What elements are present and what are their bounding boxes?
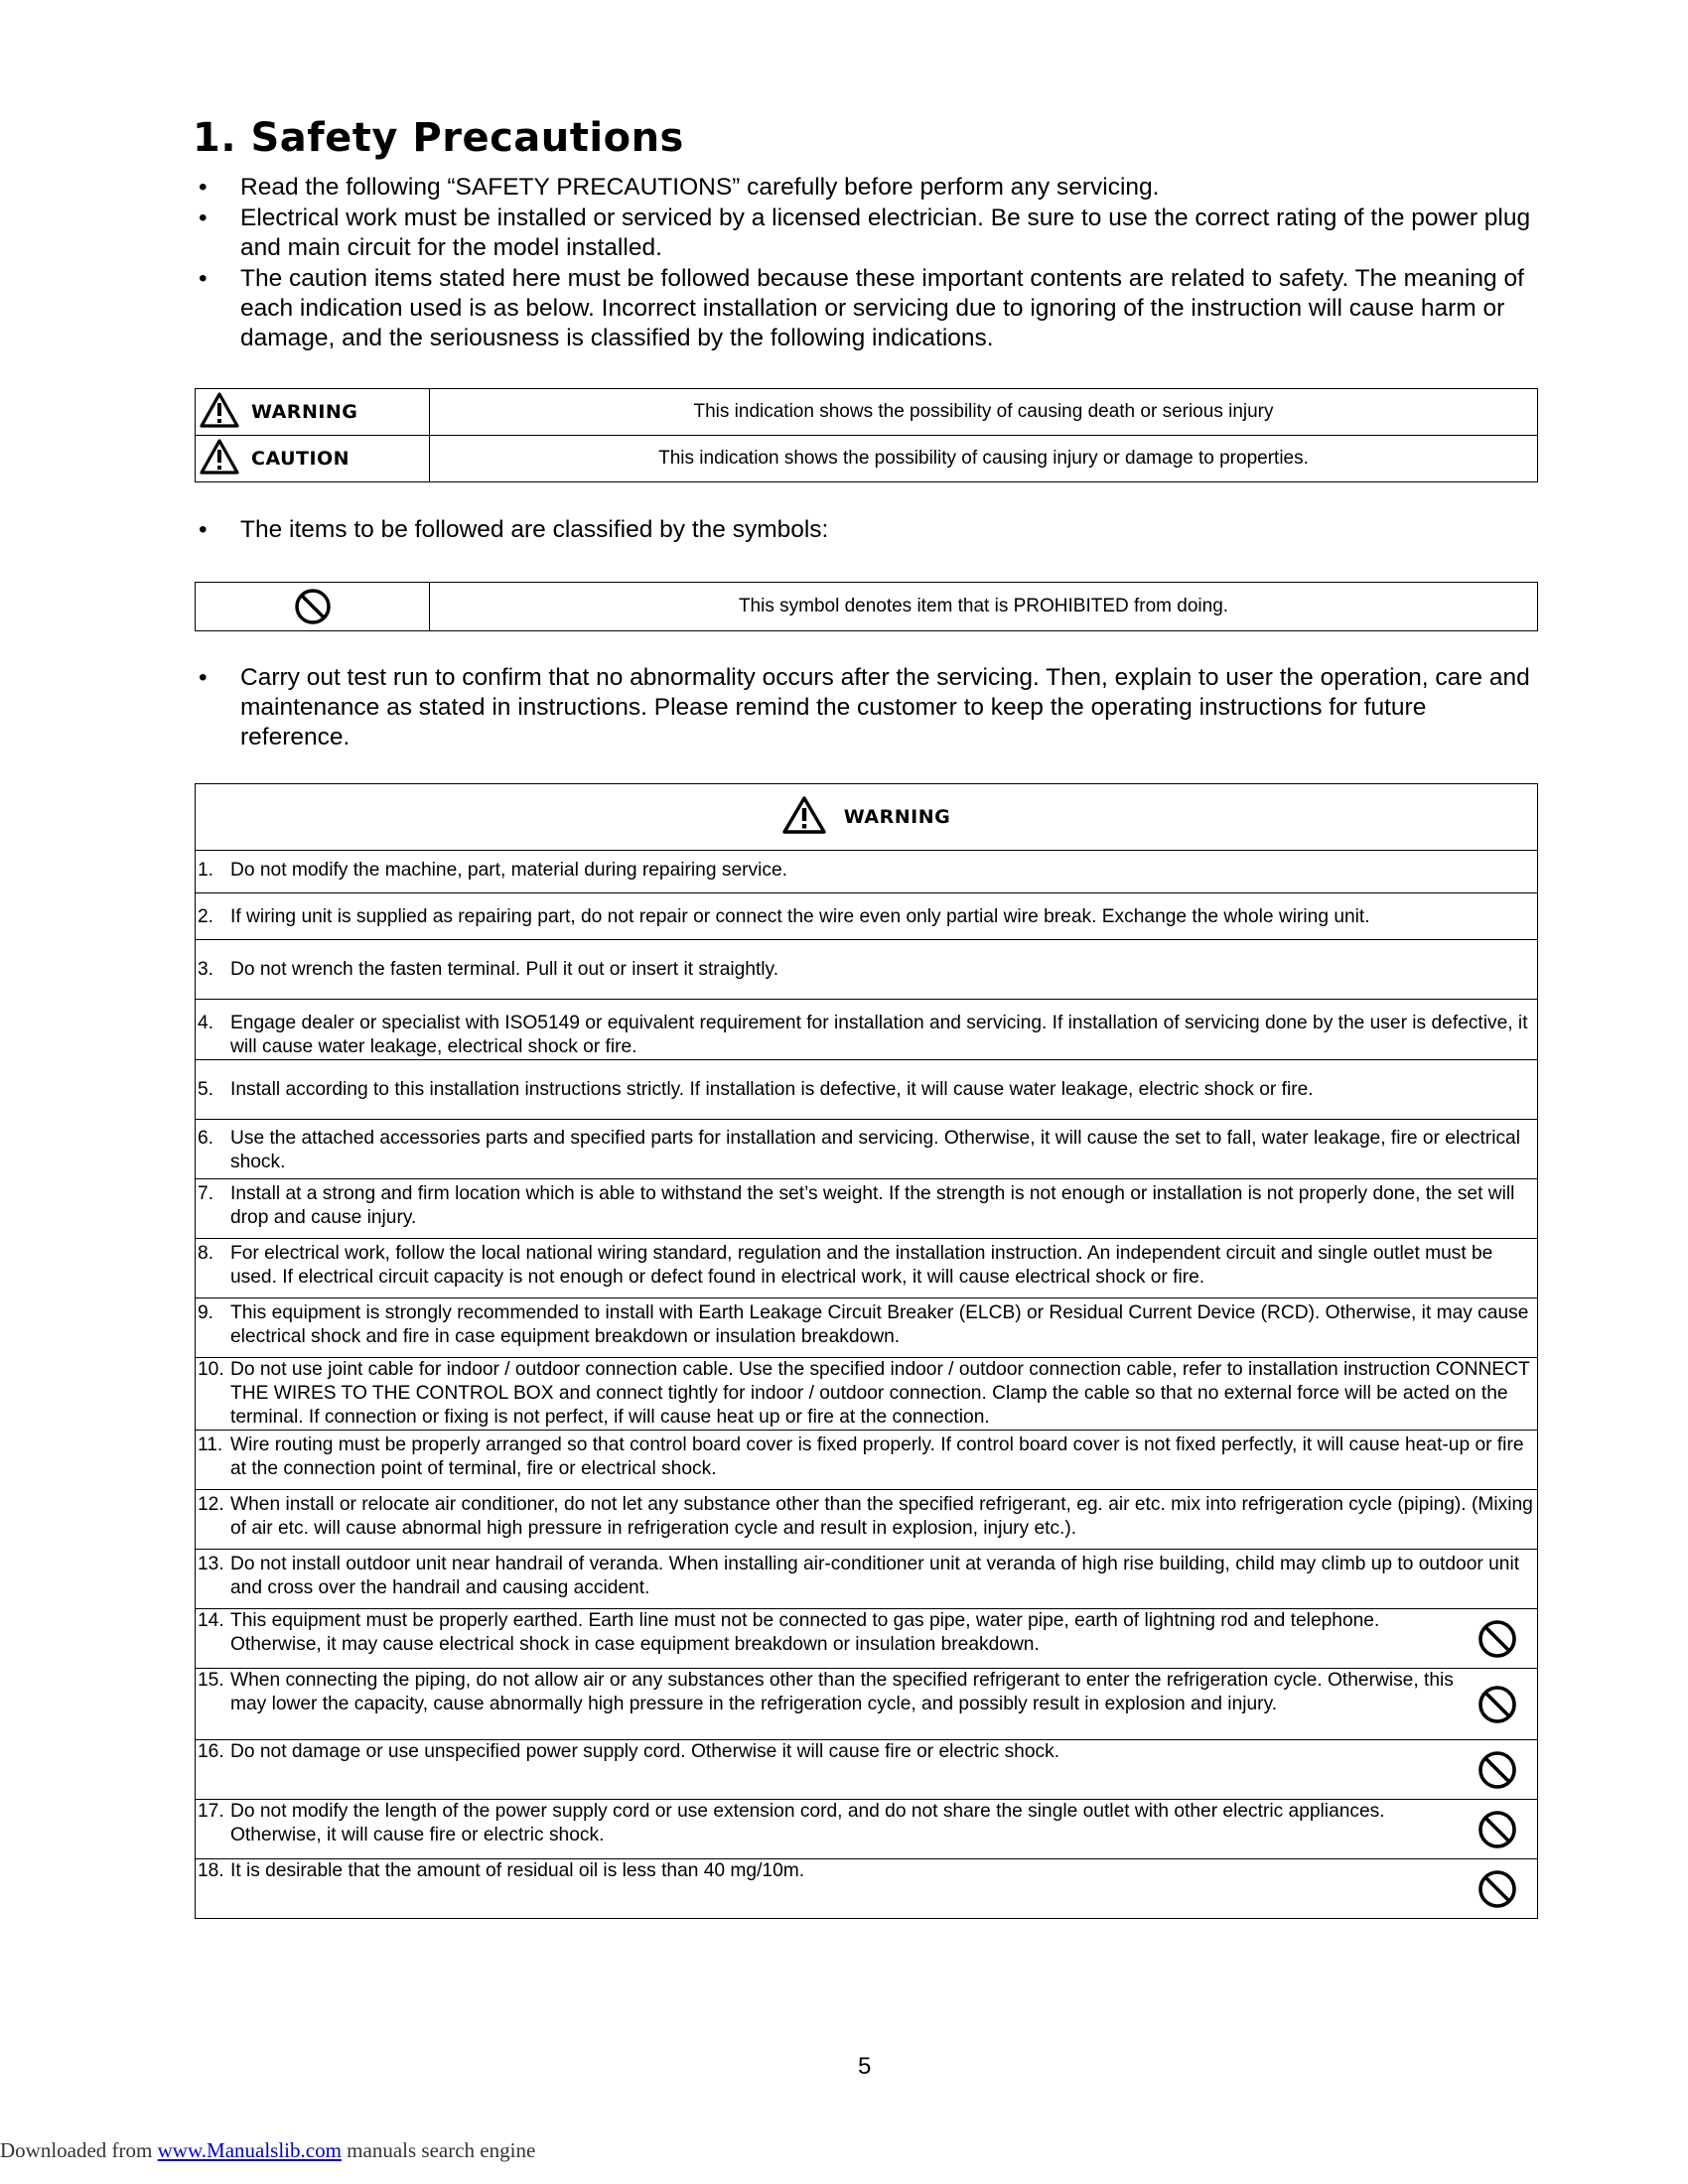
warning-item-row [196, 1490, 1538, 1550]
warning-triangle-icon [782, 796, 826, 839]
item-text: For electrical work, follow the local national wiring standard, regulation and the installation instruction. An independent circuit and single outlet must be used. If electrical circuit capacity is not enough or defect found in electrical work, it will cause electrical shock or fire. [230, 1243, 1493, 1288]
bullet-item: • Electrical work must be installed or serviced by a licensed electrician. Be sure to use the correct rating of the power plug and main circuit for the model installed. [193, 204, 1533, 263]
symbol-row [196, 583, 1538, 631]
warning-table [195, 783, 1538, 1919]
warning-item-row [196, 1800, 1538, 1859]
prohibited-icon [1477, 1685, 1517, 1731]
prohibited-icon [1477, 1619, 1517, 1666]
item-number: 8. [198, 1243, 214, 1264]
warning-item-row [196, 1550, 1538, 1609]
test-run-bullet-list [193, 663, 1533, 752]
item-text: Use the attached accessories parts and specified parts for installation and servicing. Otherwise, it will cause the set to fall, water leakage, fire or electrical shock. [230, 1128, 1520, 1172]
warning-item-row [196, 1669, 1538, 1740]
page-number: 5 [858, 2053, 872, 2080]
warning-item-row [196, 1609, 1538, 1669]
item-text: Do not wrench the fasten terminal. Pull it out or insert it straightly. [230, 959, 779, 980]
symbols-bullet-list [193, 515, 1533, 545]
item-number: 1. [198, 860, 214, 881]
item-text: Do not modify the length of the power supply cord or use extension cord, and do not share the single outlet with other electric appliances. Otherwise, it will cause fire or electric shock. [230, 1801, 1385, 1845]
item-text: Wire routing must be properly arranged so that control board cover is fixed properly. If control board cover is not fixed perfectly, it will cause heat-up or fire at the connection point of terminal, fire or electrical shock. [230, 1434, 1524, 1479]
item-text: When install or relocate air conditioner, do not let any substance other than the specified refrigerant, eg. air etc. mix into refrigeration cycle (piping). (Mixing of air etc. will cause abnormal high pressure in refrigeration cycle and result in explosion, injury etc.). [230, 1494, 1533, 1539]
symbol-table [195, 582, 1538, 631]
indication-label: WARNING [251, 401, 358, 423]
item-number: 16. [198, 1741, 224, 1762]
warning-item-row [196, 1358, 1538, 1431]
item-number: 2. [198, 906, 214, 927]
caution-triangle-icon [200, 439, 239, 479]
bullet-item: • Read the following “SAFETY PRECAUTIONS” carefully before perform any servicing. [193, 173, 1533, 203]
warning-item-row [196, 940, 1538, 1000]
item-text: Install according to this installation instructions strictly. If installation is defective, it will cause water leakage, electric shock or fire. [230, 1079, 1314, 1100]
warning-header-row [196, 784, 1538, 851]
indication-table [195, 388, 1538, 482]
bullet-item: • The caution items stated here must be followed because these important contents are related to safety. The meaning of each indication used is as below. Incorrect installation or servicing due to ignoring of the instruction will cause harm or damage, and the seriousness is classified by the following indications. [193, 264, 1533, 353]
indication-row-warning [196, 389, 1538, 436]
warning-item-row [196, 1000, 1538, 1060]
warning-item-row [196, 851, 1538, 893]
footer-link[interactable]: www.Manualslib.com [157, 2138, 342, 2162]
item-number: 9. [198, 1302, 214, 1323]
prohibited-icon [294, 598, 332, 614]
bullet-item: • Carry out test run to confirm that no abnormality occurs after the servicing. Then, explain to user the operation, care and maintenance as stated in instructions. Please remind the customer to keep the operating instructions for future reference. [193, 663, 1533, 752]
item-text: Do not install outdoor unit near handrail of veranda. When installing air-conditioner unit at veranda of high rise building, child may climb up to outdoor unit and cross over the handrail and causing accident. [230, 1554, 1520, 1598]
item-text: Install at a strong and firm location which is able to withstand the set’s weight. If the strength is not enough or installation is not properly done, the set will drop and cause injury. [230, 1183, 1515, 1228]
item-number: 3. [198, 959, 214, 980]
item-number: 6. [198, 1128, 214, 1149]
prohibited-icon [1477, 1750, 1517, 1797]
item-number: 15. [198, 1670, 224, 1691]
warning-item-row [196, 1239, 1538, 1298]
intro-bullet-list [193, 173, 1533, 354]
footer-prefix: Downloaded from [0, 2138, 158, 2162]
warning-item-row [196, 1431, 1538, 1490]
item-text: It is desirable that the amount of residual oil is less than 40 mg/10m. [230, 1860, 805, 1881]
indication-text: This indication shows the possibility of causing injury or damage to properties. [430, 436, 1538, 482]
warning-triangle-icon [200, 392, 239, 433]
footer-suffix: manuals search engine [341, 2138, 536, 2162]
item-number: 17. [198, 1801, 224, 1822]
warning-item-row [196, 1859, 1538, 1919]
warning-item-row [196, 1740, 1538, 1800]
item-text: When connecting the piping, do not allow air or any substances other than the specified refrigerant to enter the refrigeration cycle. Otherwise, this may lower the capacity, cause abnormally high pressure in the refrigeration cycle, and possibly result in explosion and injury. [230, 1670, 1454, 1714]
page-title: 1. Safety Precautions [193, 115, 684, 161]
warning-item-row [196, 893, 1538, 940]
item-number: 18. [198, 1860, 224, 1881]
indication-row-caution [196, 436, 1538, 482]
item-number: 12. [198, 1494, 224, 1515]
indication-text: This indication shows the possibility of causing death or serious injury [430, 389, 1538, 436]
warning-item-row [196, 1060, 1538, 1120]
warning-item-row [196, 1120, 1538, 1179]
item-text: Engage dealer or specialist with ISO5149 or equivalent requirement for installation and servicing. If installation of servicing done by the user is defective, it will cause water leakage, electrical shock or fire. [230, 1013, 1528, 1057]
item-text: Do not damage or use unspecified power supply cord. Otherwise it will cause fire or electric shock. [230, 1741, 1060, 1762]
prohibited-icon [1477, 1810, 1517, 1856]
warning-header-label: WARNING [843, 806, 951, 828]
warning-item-row [196, 1298, 1538, 1358]
bullet-item: • The items to be followed are classified by the symbols: [193, 515, 1533, 545]
indication-label: CAUTION [251, 448, 351, 470]
item-number: 5. [198, 1079, 214, 1100]
item-text: This equipment must be properly earthed. Earth line must not be connected to gas pipe, water pipe, earth of lightning rod and telephone. Otherwise, it may cause electrical shock in case equipment breakdown or insulation breakdown. [230, 1610, 1380, 1655]
item-number: 7. [198, 1183, 214, 1204]
item-number: 10. [198, 1359, 224, 1380]
warning-items [196, 851, 1538, 1919]
item-number: 13. [198, 1554, 224, 1574]
item-number: 14. [198, 1610, 224, 1631]
warning-item-row [196, 1179, 1538, 1239]
item-number: 11. [198, 1434, 223, 1455]
prohibited-icon [1477, 1869, 1517, 1916]
item-number: 4. [198, 1013, 214, 1033]
item-text: Do not modify the machine, part, material during repairing service. [230, 860, 787, 881]
footer [0, 2138, 535, 2163]
item-text: This equipment is strongly recommended to install with Earth Leakage Circuit Breaker (ELCB) or Residual Current Device (RCD). Otherwise, it may cause electrical shock and fire in case equipment breakdown or insulation breakdown. [230, 1302, 1529, 1347]
item-text: Do not use joint cable for indoor / outdoor connection cable. Use the specified indoor / outdoor connection cable, refer to installation instruction CONNECT THE WIRES TO THE CONTROL BOX and connect tightly for indoor / outdoor connection. Clamp the cable so that no external force will be acted on the terminal. If connection or fixing is not perfect, if will cause heat up or fire at the connection. [230, 1359, 1530, 1428]
symbol-text: This symbol denotes item that is PROHIBITED from doing. [430, 583, 1538, 631]
item-text: If wiring unit is supplied as repairing part, do not repair or connect the wire even only partial wire break. Exchange the whole wiring unit. [230, 906, 1370, 927]
